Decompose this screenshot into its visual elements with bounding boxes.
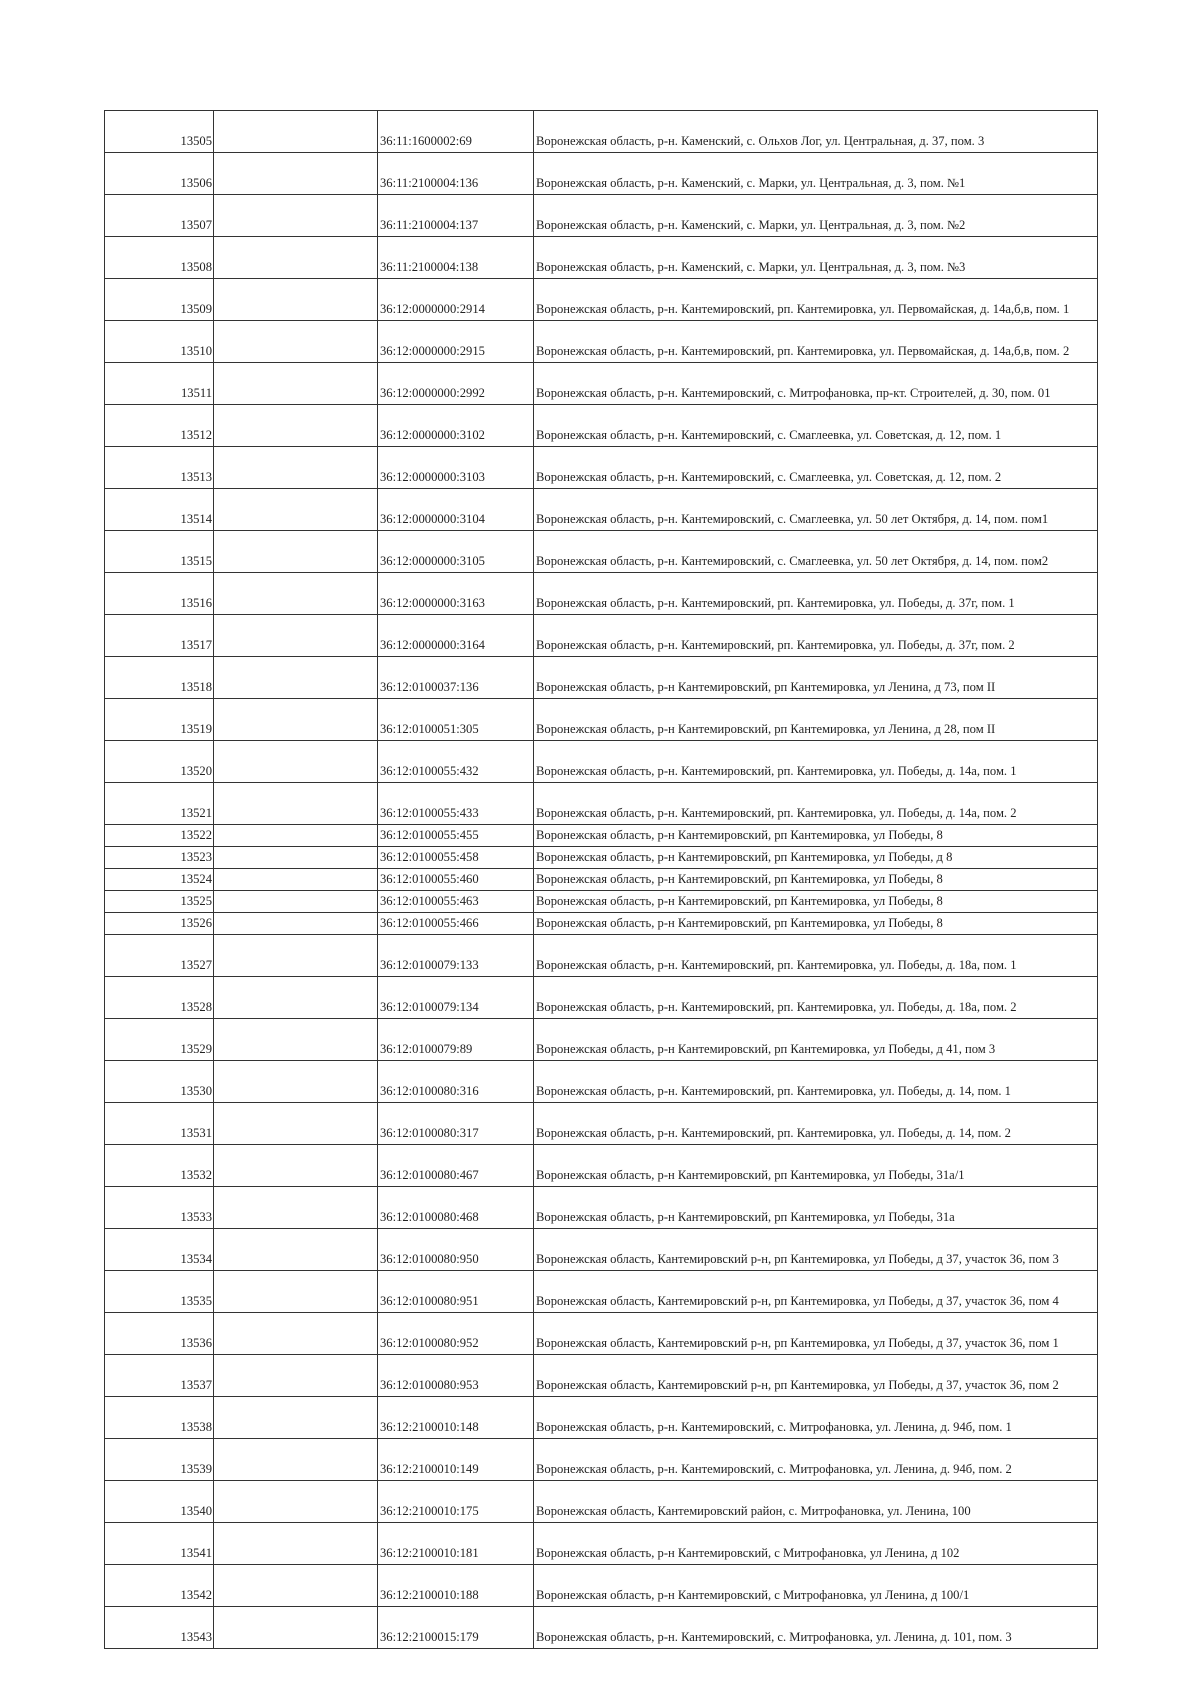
cadastral-number: 36:12:0100055:432 xyxy=(378,741,534,783)
address: Воронежская область, р-н. Кантемировский, с. Смаглеевка, ул. Советская, д. 12, пом. 2 xyxy=(534,447,1098,489)
table-row xyxy=(105,1565,1098,1607)
table-row xyxy=(105,615,1098,657)
address: Воронежская область, р-н Кантемировский, рп Кантемировка, ул Победы, 8 xyxy=(534,913,1098,935)
cadastral-number: 36:11:2100004:136 xyxy=(378,153,534,195)
cadastral-number: 36:11:1600002:69 xyxy=(378,111,534,153)
row-number: 13522 xyxy=(105,825,214,847)
table-row xyxy=(105,657,1098,699)
row-number: 13529 xyxy=(105,1019,214,1061)
cadastral-number: 36:12:0100080:952 xyxy=(378,1313,534,1355)
table-row xyxy=(105,1355,1098,1397)
address: Воронежская область, р-н Кантемировский, рп Кантемировка, ул Победы, д 8 xyxy=(534,847,1098,869)
empty-cell xyxy=(214,847,378,869)
empty-cell xyxy=(214,615,378,657)
row-number: 13515 xyxy=(105,531,214,573)
address: Воронежская область, р-н. Кантемировский, с. Митрофановка, ул. Ленина, д. 94б, пом. 2 xyxy=(534,1439,1098,1481)
cadastral-number: 36:12:0000000:2914 xyxy=(378,279,534,321)
table-row xyxy=(105,1103,1098,1145)
row-number: 13527 xyxy=(105,935,214,977)
address: Воронежская область, р-н. Каменский, с. Марки, ул. Центральная, д. 3, пом. №3 xyxy=(534,237,1098,279)
row-number: 13520 xyxy=(105,741,214,783)
cadastral-number: 36:12:0100055:466 xyxy=(378,913,534,935)
empty-cell xyxy=(214,1607,378,1649)
table-row xyxy=(105,1271,1098,1313)
empty-cell xyxy=(214,891,378,913)
cadastral-number: 36:12:0100055:433 xyxy=(378,783,534,825)
table-row xyxy=(105,1313,1098,1355)
address: Воронежская область, р-н. Кантемировский, рп. Кантемировка, ул. Победы, д. 37г, пом. 2 xyxy=(534,615,1098,657)
row-number: 13510 xyxy=(105,321,214,363)
cadastral-number: 36:12:0100080:951 xyxy=(378,1271,534,1313)
row-number: 13537 xyxy=(105,1355,214,1397)
empty-cell xyxy=(214,1145,378,1187)
address: Воронежская область, р-н Кантемировский, рп Кантемировка, ул Победы, 8 xyxy=(534,825,1098,847)
empty-cell xyxy=(214,447,378,489)
cadastral-number: 36:12:0000000:2915 xyxy=(378,321,534,363)
cadastral-number: 36:12:0100055:460 xyxy=(378,869,534,891)
empty-cell xyxy=(214,279,378,321)
table-row xyxy=(105,195,1098,237)
table-row xyxy=(105,783,1098,825)
cadastral-number: 36:12:0100055:458 xyxy=(378,847,534,869)
address: Воронежская область, р-н. Каменский, с. Ольхов Лог, ул. Центральная, д. 37, пом. 3 xyxy=(534,111,1098,153)
cadastral-number: 36:12:0100080:317 xyxy=(378,1103,534,1145)
address: Воронежская область, р-н. Кантемировский, рп. Кантемировка, ул. Победы, д. 14а, пом. 2 xyxy=(534,783,1098,825)
table-row xyxy=(105,489,1098,531)
address: Воронежская область, р-н. Кантемировский, рп. Кантемировка, ул. Победы, д. 18а, пом. 1 xyxy=(534,935,1098,977)
address: Воронежская область, Кантемировский р-н, рп Кантемировка, ул Победы, д 37, участок 36, пом 4 xyxy=(534,1271,1098,1313)
cadastral-number: 36:12:0000000:3104 xyxy=(378,489,534,531)
row-number: 13541 xyxy=(105,1523,214,1565)
row-number: 13525 xyxy=(105,891,214,913)
row-number: 13531 xyxy=(105,1103,214,1145)
row-number: 13519 xyxy=(105,699,214,741)
empty-cell xyxy=(214,405,378,447)
table-row xyxy=(105,153,1098,195)
cadastral-number: 36:11:2100004:138 xyxy=(378,237,534,279)
empty-cell xyxy=(214,111,378,153)
row-number: 13526 xyxy=(105,913,214,935)
empty-cell xyxy=(214,1355,378,1397)
cadastral-number: 36:12:0100055:463 xyxy=(378,891,534,913)
cadastral-number: 36:12:0100080:316 xyxy=(378,1061,534,1103)
row-number: 13540 xyxy=(105,1481,214,1523)
table-row xyxy=(105,847,1098,869)
empty-cell xyxy=(214,195,378,237)
row-number: 13532 xyxy=(105,1145,214,1187)
cadastral-number: 36:12:0100079:133 xyxy=(378,935,534,977)
cadastral-number: 36:12:0000000:3164 xyxy=(378,615,534,657)
address: Воронежская область, Кантемировский р-н, рп Кантемировка, ул Победы, д 37, участок 36, пом 1 xyxy=(534,1313,1098,1355)
empty-cell xyxy=(214,1481,378,1523)
empty-cell xyxy=(214,531,378,573)
empty-cell xyxy=(214,1061,378,1103)
empty-cell xyxy=(214,237,378,279)
row-number: 13543 xyxy=(105,1607,214,1649)
address: Воронежская область, Кантемировский р-н, рп Кантемировка, ул Победы, д 37, участок 36, пом 2 xyxy=(534,1355,1098,1397)
cadastral-number: 36:12:0100051:305 xyxy=(378,699,534,741)
table-row xyxy=(105,363,1098,405)
cadastral-number: 36:12:0000000:2992 xyxy=(378,363,534,405)
row-number: 13505 xyxy=(105,111,214,153)
empty-cell xyxy=(214,913,378,935)
row-number: 13518 xyxy=(105,657,214,699)
address: Воронежская область, р-н Кантемировский, рп Кантемировка, ул Победы, 31а xyxy=(534,1187,1098,1229)
address: Воронежская область, р-н Кантемировский, рп Кантемировка, ул Победы, д 41, пом 3 xyxy=(534,1019,1098,1061)
cadastral-number: 36:12:0000000:3163 xyxy=(378,573,534,615)
table-row xyxy=(105,1187,1098,1229)
row-number: 13514 xyxy=(105,489,214,531)
cadastral-number: 36:12:2100010:149 xyxy=(378,1439,534,1481)
row-number: 13516 xyxy=(105,573,214,615)
empty-cell xyxy=(214,321,378,363)
address: Воронежская область, р-н Кантемировский, рп Кантемировка, ул Ленина, д 73, пом II xyxy=(534,657,1098,699)
empty-cell xyxy=(214,935,378,977)
table-row xyxy=(105,869,1098,891)
address: Воронежская область, р-н. Кантемировский, с. Митрофановка, пр-кт. Строителей, д. 30, пом. 01 xyxy=(534,363,1098,405)
cadastral-number: 36:12:2100010:188 xyxy=(378,1565,534,1607)
table-row xyxy=(105,1145,1098,1187)
empty-cell xyxy=(214,1439,378,1481)
address: Воронежская область, р-н Кантемировский, с Митрофановка, ул Ленина, д 100/1 xyxy=(534,1565,1098,1607)
empty-cell xyxy=(214,363,378,405)
table-row xyxy=(105,1229,1098,1271)
cadastral-number: 36:12:2100010:181 xyxy=(378,1523,534,1565)
cadastral-number: 36:11:2100004:137 xyxy=(378,195,534,237)
table-row xyxy=(105,935,1098,977)
cadastral-number: 36:12:0000000:3105 xyxy=(378,531,534,573)
row-number: 13524 xyxy=(105,869,214,891)
address: Воронежская область, р-н. Кантемировский, рп. Кантемировка, ул. Победы, д. 14, пом. 1 xyxy=(534,1061,1098,1103)
empty-cell xyxy=(214,783,378,825)
table-row xyxy=(105,977,1098,1019)
cadastral-number: 36:12:0100080:953 xyxy=(378,1355,534,1397)
row-number: 13534 xyxy=(105,1229,214,1271)
address: Воронежская область, р-н Кантемировский, с Митрофановка, ул Ленина, д 102 xyxy=(534,1523,1098,1565)
table-row xyxy=(105,1061,1098,1103)
table-row xyxy=(105,825,1098,847)
table-row xyxy=(105,573,1098,615)
table-row xyxy=(105,237,1098,279)
row-number: 13506 xyxy=(105,153,214,195)
address: Воронежская область, р-н Кантемировский, рп Кантемировка, ул Победы, 8 xyxy=(534,869,1098,891)
row-number: 13539 xyxy=(105,1439,214,1481)
empty-cell xyxy=(214,489,378,531)
empty-cell xyxy=(214,1523,378,1565)
cadastral-number: 36:12:2100010:148 xyxy=(378,1397,534,1439)
registry-table xyxy=(104,110,1098,1649)
table-row xyxy=(105,279,1098,321)
row-number: 13530 xyxy=(105,1061,214,1103)
cadastral-number: 36:12:0100037:136 xyxy=(378,657,534,699)
empty-cell xyxy=(214,825,378,847)
cadastral-number: 36:12:0100079:89 xyxy=(378,1019,534,1061)
empty-cell xyxy=(214,1313,378,1355)
table-row xyxy=(105,1481,1098,1523)
table-row xyxy=(105,891,1098,913)
row-number: 13511 xyxy=(105,363,214,405)
address: Воронежская область, р-н. Каменский, с. Марки, ул. Центральная, д. 3, пом. №2 xyxy=(534,195,1098,237)
row-number: 13523 xyxy=(105,847,214,869)
empty-cell xyxy=(214,1103,378,1145)
row-number: 13533 xyxy=(105,1187,214,1229)
address: Воронежская область, Кантемировский р-н, рп Кантемировка, ул Победы, д 37, участок 36, пом 3 xyxy=(534,1229,1098,1271)
table-row xyxy=(105,1397,1098,1439)
registry-rows xyxy=(105,111,1098,1649)
address: Воронежская область, р-н. Кантемировский, с. Смаглеевка, ул. 50 лет Октября, д. 14, пом. пом1 xyxy=(534,489,1098,531)
address: Воронежская область, р-н. Каменский, с. Марки, ул. Центральная, д. 3, пом. №1 xyxy=(534,153,1098,195)
address: Воронежская область, р-н. Кантемировский, с. Митрофановка, ул. Ленина, д. 94б, пом. 1 xyxy=(534,1397,1098,1439)
empty-cell xyxy=(214,1271,378,1313)
row-number: 13513 xyxy=(105,447,214,489)
cadastral-number: 36:12:0100080:467 xyxy=(378,1145,534,1187)
table-row xyxy=(105,405,1098,447)
empty-cell xyxy=(214,699,378,741)
table-row xyxy=(105,1523,1098,1565)
empty-cell xyxy=(214,1397,378,1439)
table-row xyxy=(105,1439,1098,1481)
table-row xyxy=(105,1607,1098,1649)
address: Воронежская область, р-н. Кантемировский, рп. Кантемировка, ул. Первомайская, д. 14а,б,в, пом. 2 xyxy=(534,321,1098,363)
address: Воронежская область, Кантемировский район, с. Митрофановка, ул. Ленина, 100 xyxy=(534,1481,1098,1523)
address: Воронежская область, р-н. Кантемировский, рп. Кантемировка, ул. Первомайская, д. 14а,б,в, пом. 1 xyxy=(534,279,1098,321)
row-number: 13538 xyxy=(105,1397,214,1439)
address: Воронежская область, р-н. Кантемировский, с. Смаглеевка, ул. Советская, д. 12, пом. 1 xyxy=(534,405,1098,447)
table-row xyxy=(105,321,1098,363)
empty-cell xyxy=(214,869,378,891)
address: Воронежская область, р-н. Кантемировский, с. Смаглеевка, ул. 50 лет Октября, д. 14, пом. пом2 xyxy=(534,531,1098,573)
table-row xyxy=(105,111,1098,153)
table-row xyxy=(105,913,1098,935)
row-number: 13509 xyxy=(105,279,214,321)
address: Воронежская область, р-н. Кантемировский, с. Митрофановка, ул. Ленина, д. 101, пом. 3 xyxy=(534,1607,1098,1649)
empty-cell xyxy=(214,153,378,195)
empty-cell xyxy=(214,573,378,615)
empty-cell xyxy=(214,657,378,699)
empty-cell xyxy=(214,741,378,783)
empty-cell xyxy=(214,1565,378,1607)
empty-cell xyxy=(214,1187,378,1229)
cadastral-number: 36:12:0000000:3103 xyxy=(378,447,534,489)
table-row xyxy=(105,1019,1098,1061)
cadastral-number: 36:12:0100080:950 xyxy=(378,1229,534,1271)
table-row xyxy=(105,447,1098,489)
empty-cell xyxy=(214,977,378,1019)
address: Воронежская область, р-н Кантемировский, рп Кантемировка, ул Ленина, д 28, пом II xyxy=(534,699,1098,741)
empty-cell xyxy=(214,1229,378,1271)
row-number: 13536 xyxy=(105,1313,214,1355)
table-row xyxy=(105,699,1098,741)
cadastral-number: 36:12:2100010:175 xyxy=(378,1481,534,1523)
cadastral-number: 36:12:0100079:134 xyxy=(378,977,534,1019)
address: Воронежская область, р-н. Кантемировский, рп. Кантемировка, ул. Победы, д. 18а, пом. 2 xyxy=(534,977,1098,1019)
document-page xyxy=(104,110,1097,1649)
row-number: 13528 xyxy=(105,977,214,1019)
empty-cell xyxy=(214,1019,378,1061)
row-number: 13508 xyxy=(105,237,214,279)
address: Воронежская область, р-н Кантемировский, рп Кантемировка, ул Победы, 31а/1 xyxy=(534,1145,1098,1187)
cadastral-number: 36:12:0000000:3102 xyxy=(378,405,534,447)
cadastral-number: 36:12:0100080:468 xyxy=(378,1187,534,1229)
row-number: 13542 xyxy=(105,1565,214,1607)
cadastral-number: 36:12:0100055:455 xyxy=(378,825,534,847)
address: Воронежская область, р-н. Кантемировский, рп. Кантемировка, ул. Победы, д. 14, пом. 2 xyxy=(534,1103,1098,1145)
row-number: 13535 xyxy=(105,1271,214,1313)
row-number: 13507 xyxy=(105,195,214,237)
table-row xyxy=(105,741,1098,783)
address: Воронежская область, р-н. Кантемировский, рп. Кантемировка, ул. Победы, д. 14а, пом. 1 xyxy=(534,741,1098,783)
row-number: 13517 xyxy=(105,615,214,657)
table-row xyxy=(105,531,1098,573)
cadastral-number: 36:12:2100015:179 xyxy=(378,1607,534,1649)
row-number: 13512 xyxy=(105,405,214,447)
address: Воронежская область, р-н. Кантемировский, рп. Кантемировка, ул. Победы, д. 37г, пом. 1 xyxy=(534,573,1098,615)
address: Воронежская область, р-н Кантемировский, рп Кантемировка, ул Победы, 8 xyxy=(534,891,1098,913)
row-number: 13521 xyxy=(105,783,214,825)
